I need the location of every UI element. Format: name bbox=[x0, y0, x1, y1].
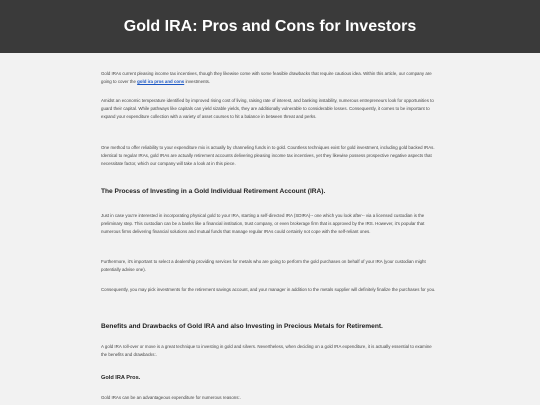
heading-benefits-drawbacks: Benefits and Drawbacks of Gold IRA and also Investing in Precious Metals for Retirement. bbox=[101, 323, 383, 330]
paragraph-economy: Amidst an economic temperature identified by improved rising cost of living, raising rate of interest, and banking instability, numerous entrepreneurs look for opportunities to guard their capital. While pathways like capitals can yield sizable yields, they are additionally vulnerable to considerable losses. Consequently, it comes to be important to expand your expenditure collection with a variety of asset courses to hit a balance in between threat and perks. bbox=[101, 98, 434, 120]
intro-text-end: investments. bbox=[184, 79, 211, 85]
paragraph-custodian: Just in case you're interested in incorporating physical gold to your IRA, starting a self-directed IRA (SDIRA)-- one which you look after-- via a licensed custodian is the preliminary step. This custodian can be a banks like a financial institution, trust company, or even brokerage firm that is approved by the IRS. However, it's popular that numerous firms delivering financial solutions and mutual funds that manage regular IRAs could certainly not cope with the self-reliant ones. bbox=[101, 213, 425, 235]
paragraph-intro bbox=[101, 70, 439, 86]
heading-gold-ira-pros: Gold IRA Pros. bbox=[101, 375, 141, 381]
intro-text: Gold IRAs current pleasing income tax incentives, though they likewise come with some feasible drawbacks that require cautious idea. Within this article, our company are going to cover the bbox=[101, 71, 432, 85]
heading-investing-process: The Process of Investing in a Gold Individual Retirement Account (IRA). bbox=[101, 188, 326, 195]
page-header bbox=[0, 0, 540, 53]
paragraph-gold-method: One method to offer reliability to your expenditure mix is actually by channeling funds in to gold. Countless techniques exist for gold investment, including gold backed IRAs. Identical to regular IRAs, gold IRAs are actually retirement accounts delivering pleasing income tax incentives, yet they likewise possess prospective negative aspects that necessitate factor, which our company will take a look at in this piece. bbox=[101, 145, 435, 167]
paragraph-dealer: Furthermore, it's important to select a dealership providing services for metals who are going to perform the gold purchases on behalf of your IRA (your custodian might potentially advise one). bbox=[101, 259, 426, 273]
paragraph-purchases: Consequently, you may pick investments for the retirement savings account, and your manager in addition to the metals supplier will definitely finalize the purchases for you. bbox=[101, 287, 436, 292]
gold-ira-pros-cons-link[interactable]: gold ira pros and cons bbox=[137, 79, 185, 85]
paragraph-rollover: A gold IRA roll-over or move is a great technique to investing in gold and silvers. Nevertheless, when deciding on a gold IRA expenditure, it is actually essential to examine the benefits and drawbacks:. bbox=[101, 344, 432, 358]
paragraph-pros-intro: Gold IRAs can be an advantageous expenditure for numerous reasons:. bbox=[101, 395, 241, 400]
page-title: Gold IRA: Pros and Cons for Investors bbox=[123, 17, 417, 35]
